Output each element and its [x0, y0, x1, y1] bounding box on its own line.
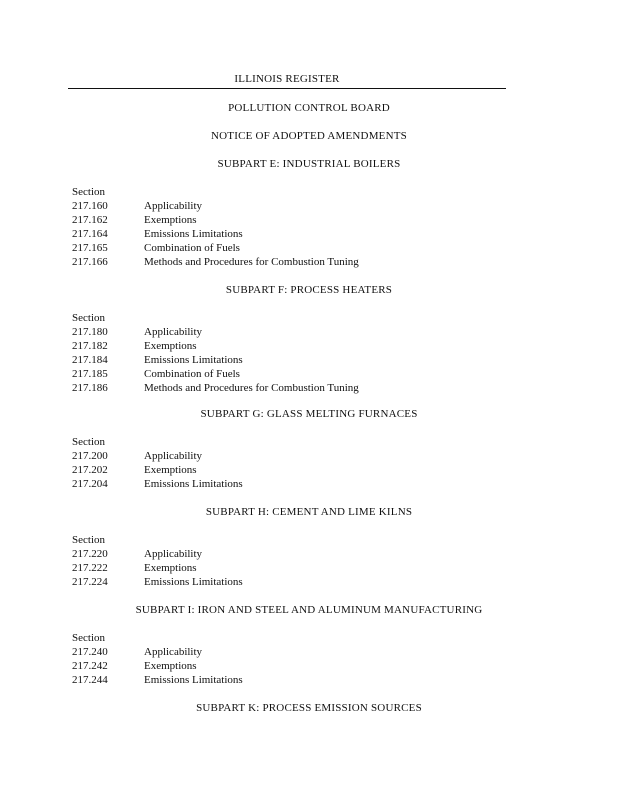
section-row — [72, 339, 492, 353]
subpart-heading: SUBPART E: INDUSTRIAL BOILERS — [217, 158, 401, 170]
section-row — [72, 325, 492, 339]
section-number: 217.180 — [72, 326, 108, 338]
section-number: 217.202 — [72, 464, 108, 476]
section-row — [72, 381, 492, 395]
section-list — [72, 533, 492, 589]
notice-title: NOTICE OF ADOPTED AMENDMENTS — [211, 130, 407, 142]
section-title: Emissions Limitations — [144, 478, 243, 490]
section-row — [72, 463, 492, 477]
section-label: Section — [72, 632, 105, 644]
section-number: 217.240 — [72, 646, 108, 658]
section-row — [72, 353, 492, 367]
section-number: 217.160 — [72, 200, 108, 212]
section-title: Methods and Procedures for Combustion Tuning — [144, 382, 359, 394]
section-row — [72, 575, 492, 589]
section-title: Emissions Limitations — [144, 228, 243, 240]
section-title: Exemptions — [144, 340, 197, 352]
section-list — [72, 185, 492, 269]
section-row — [72, 367, 492, 381]
section-title: Applicability — [144, 326, 203, 338]
section-number: 217.184 — [72, 354, 108, 366]
subpart-heading: SUBPART K: PROCESS EMISSION SOURCES — [196, 702, 422, 714]
section-row — [72, 477, 492, 491]
section-number: 217.244 — [72, 674, 108, 686]
section-title: Exemptions — [144, 660, 197, 672]
section-title: Combination of Fuels — [144, 242, 240, 254]
section-label: Section — [72, 436, 105, 448]
section-title: Applicability — [144, 450, 203, 462]
section-number: 217.164 — [72, 228, 108, 240]
section-number: 217.204 — [72, 478, 108, 490]
section-row — [72, 659, 492, 673]
section-row — [72, 561, 492, 575]
section-row — [72, 449, 492, 463]
subpart-heading: SUBPART F: PROCESS HEATERS — [225, 284, 393, 296]
section-row — [72, 255, 492, 269]
agency-name: POLLUTION CONTROL BOARD — [228, 102, 390, 114]
section-number: 217.182 — [72, 340, 108, 352]
section-list — [72, 631, 492, 687]
section-row — [72, 241, 492, 255]
section-number: 217.222 — [72, 562, 108, 574]
section-number: 217.166 — [72, 256, 108, 268]
section-row — [72, 227, 492, 241]
subpart-heading: SUBPART G: GLASS MELTING FURNACES — [200, 408, 418, 420]
section-number: 217.186 — [72, 382, 108, 394]
section-label: Section — [72, 312, 105, 324]
section-title: Exemptions — [144, 464, 197, 476]
section-number: 217.224 — [72, 576, 108, 588]
section-label: Section — [72, 534, 105, 546]
section-number: 217.200 — [72, 450, 108, 462]
register-header — [68, 72, 506, 89]
section-row — [72, 673, 492, 687]
section-title: Applicability — [144, 646, 203, 658]
section-title: Exemptions — [144, 214, 197, 226]
section-row — [72, 547, 492, 561]
section-title: Emissions Limitations — [144, 354, 243, 366]
section-row — [72, 645, 492, 659]
section-title: Combination of Fuels — [144, 368, 240, 380]
section-title: Methods and Procedures for Combustion Tuning — [144, 256, 359, 268]
section-title: Emissions Limitations — [144, 674, 243, 686]
section-number: 217.162 — [72, 214, 108, 226]
section-number: 217.165 — [72, 242, 108, 254]
subpart-heading: SUBPART I: IRON AND STEEL AND ALUMINUM MANUFACTURING — [135, 604, 483, 616]
section-number: 217.242 — [72, 660, 108, 672]
section-title: Exemptions — [144, 562, 197, 574]
register-title: ILLINOIS REGISTER — [234, 73, 340, 85]
section-title: Applicability — [144, 548, 203, 560]
section-number: 217.220 — [72, 548, 108, 560]
section-title: Applicability — [144, 200, 203, 212]
section-title: Emissions Limitations — [144, 576, 243, 588]
section-row — [72, 199, 492, 213]
section-list — [72, 435, 492, 491]
section-list — [72, 311, 492, 395]
section-number: 217.185 — [72, 368, 108, 380]
section-label: Section — [72, 186, 105, 198]
section-row — [72, 213, 492, 227]
subpart-heading: SUBPART H: CEMENT AND LIME KILNS — [205, 506, 413, 518]
